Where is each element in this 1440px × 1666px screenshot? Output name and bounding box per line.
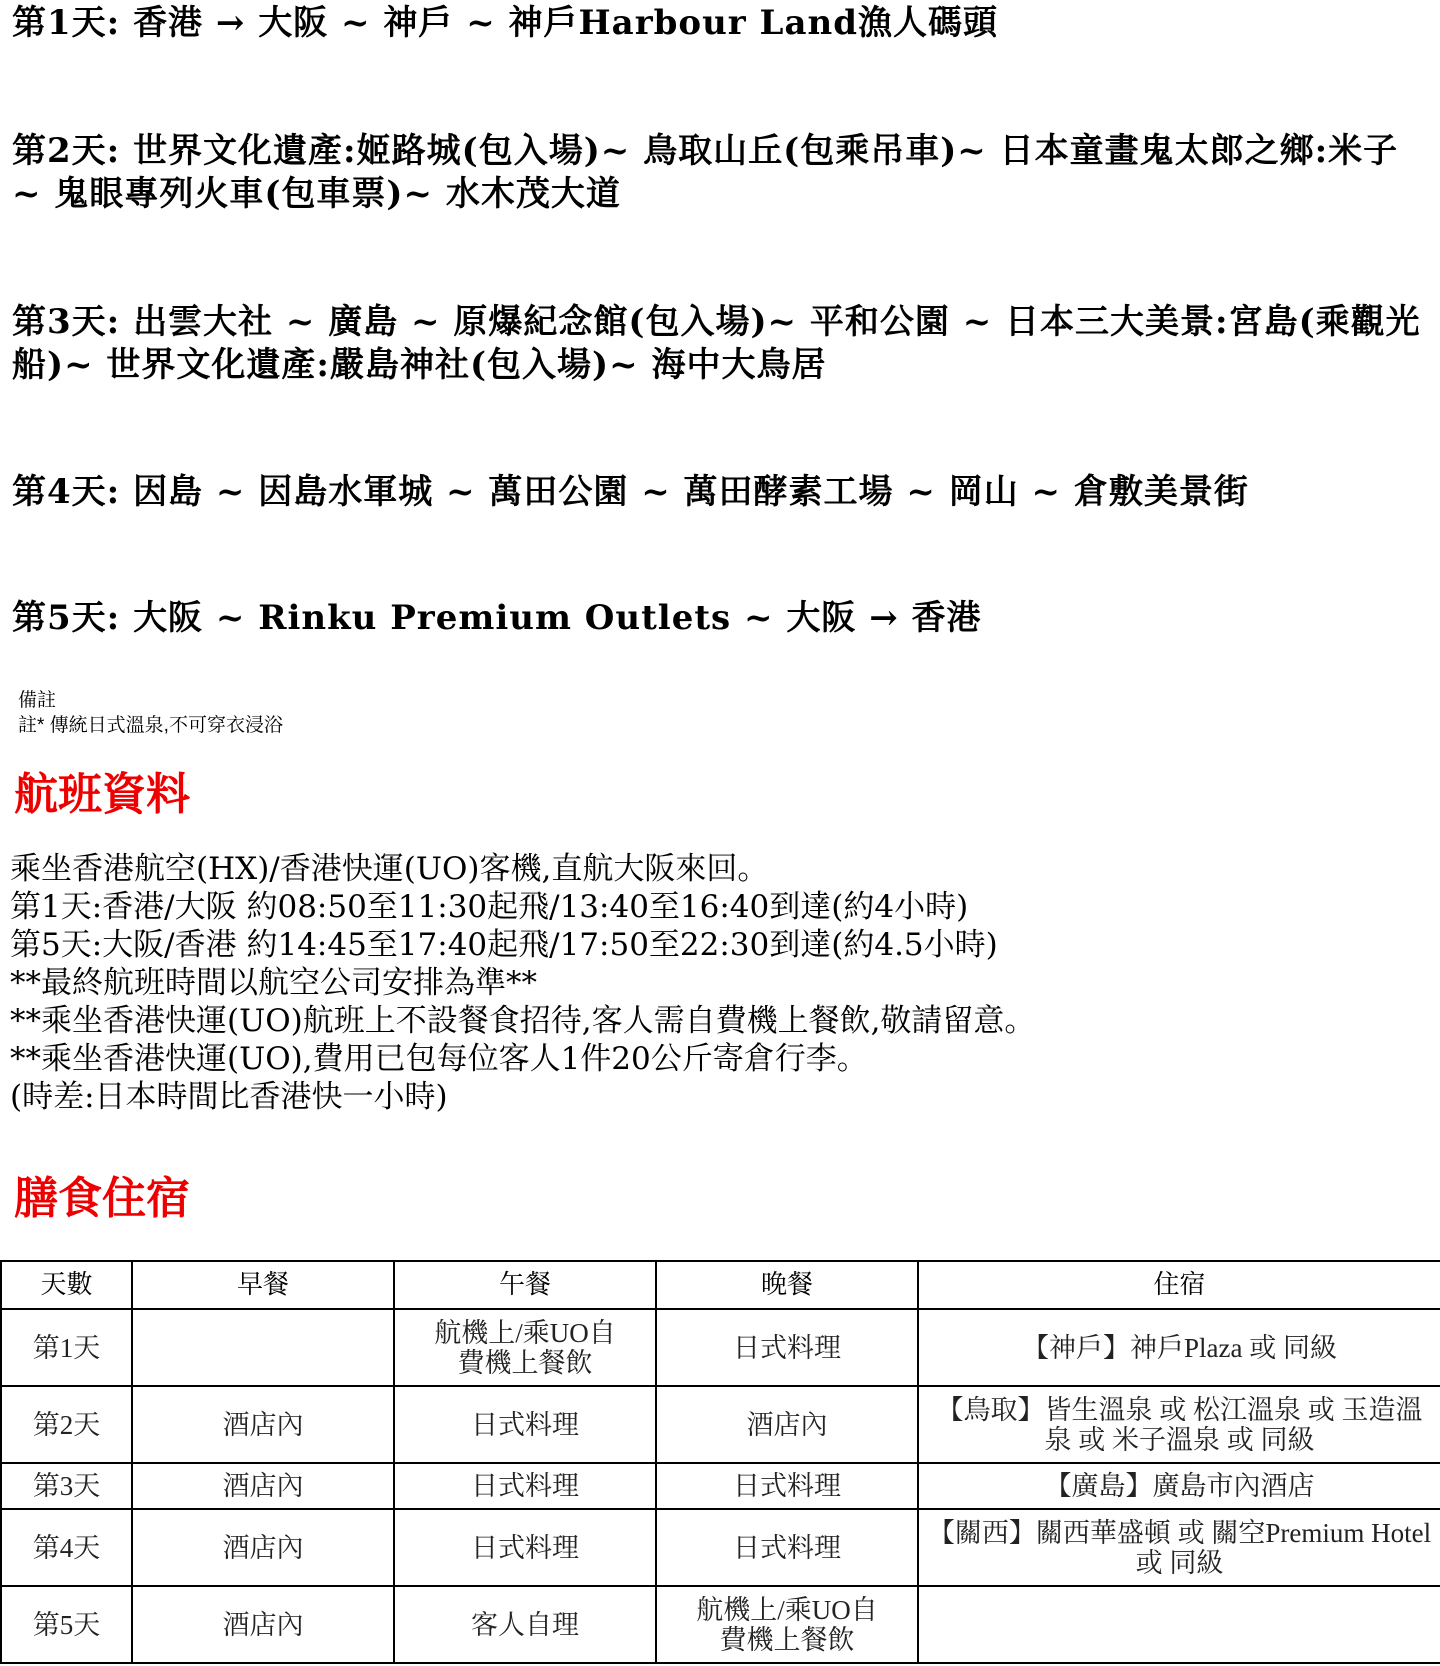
- table-cell: 第3天: [1, 1463, 132, 1509]
- flight-line: 第5天:大阪/香港 約14:45至17:40起飛/17:50至22:30到達(約4.5小時): [10, 927, 998, 963]
- flight-info: [10, 850, 1035, 1116]
- day-label: 第1天:: [12, 3, 121, 43]
- table-row: [1, 1463, 1440, 1509]
- column-header: 早餐: [132, 1261, 394, 1309]
- day-label: 第5天:: [12, 598, 121, 638]
- table-cell: 日式料理: [394, 1386, 656, 1463]
- table-cell: 日式料理: [656, 1309, 918, 1386]
- table-cell: 酒店內: [132, 1386, 394, 1463]
- day-route: 香港 → 大阪 ~ 神戶 ~ 神戶Harbour Land漁人碼頭: [133, 3, 998, 43]
- itinerary-day-4: [12, 471, 1430, 514]
- itinerary-day-1: [12, 2, 1430, 45]
- table-cell: 客人自理: [394, 1586, 656, 1663]
- itinerary-day-2: [12, 130, 1430, 216]
- table-cell: 酒店內: [656, 1386, 918, 1463]
- table-cell: 第5天: [1, 1586, 132, 1663]
- remarks-line: 註* 傳統日式溫泉,不可穿衣浸浴: [18, 715, 283, 736]
- table-cell: 酒店內: [132, 1586, 394, 1663]
- day-label: 第2天:: [12, 131, 121, 171]
- day-label: 第4天:: [12, 472, 121, 512]
- flight-line: (時差:日本時間比香港快一小時): [10, 1079, 448, 1115]
- table-cell: 酒店內: [132, 1509, 394, 1586]
- remarks-heading: 備註: [18, 690, 57, 711]
- flight-section-title: 航班資料: [14, 769, 190, 820]
- column-header: 晚餐: [656, 1261, 918, 1309]
- table-cell: 日式料理: [656, 1509, 918, 1586]
- meals-table: [0, 1260, 1440, 1664]
- table-cell: 第1天: [1, 1309, 132, 1386]
- table-header-row: [1, 1261, 1440, 1309]
- column-header: 午餐: [394, 1261, 656, 1309]
- table-cell: 日式料理: [656, 1463, 918, 1509]
- table-cell: 日式料理: [394, 1463, 656, 1509]
- flight-line: **乘坐香港快運(UO),費用已包每位客人1件20公斤寄倉行李。: [10, 1041, 868, 1077]
- table-cell: 日式料理: [394, 1509, 656, 1586]
- day-route: 出雲大社 ~ 廣島 ~ 原爆紀念館(包入場)~ 平和公園 ~ 日本三大美景:宮島(乘觀光船)~ 世界文化遺產:嚴島神社(包入場)~ 海中大鳥居: [12, 302, 1421, 385]
- flight-line: **最終航班時間以航空公司安排為準**: [10, 965, 537, 1001]
- day-route: 大阪 ~ Rinku Premium Outlets ~ 大阪 → 香港: [133, 598, 982, 638]
- flight-line: 第1天:香港/大阪 約08:50至11:30起飛/13:40至16:40到達(約4小時): [10, 889, 969, 925]
- table-row: [1, 1509, 1440, 1586]
- table-cell: 酒店內: [132, 1463, 394, 1509]
- table-cell: 航機上/乘UO自費機上餐飲: [394, 1309, 656, 1386]
- table-row: [1, 1309, 1440, 1386]
- flight-line: **乘坐香港快運(UO)航班上不設餐食招待,客人需自費機上餐飲,敬請留意。: [10, 1003, 1036, 1039]
- itinerary-day-5: [12, 597, 1430, 640]
- itinerary-day-3: [12, 301, 1430, 387]
- table-cell: 【關西】關西華盛頓 或 關空Premium Hotel 或 同級: [918, 1509, 1440, 1586]
- table-cell: 【神戶】神戶Plaza 或 同級: [918, 1309, 1440, 1386]
- table-cell: [132, 1309, 394, 1386]
- table-cell: 第4天: [1, 1509, 132, 1586]
- column-header: 天數: [1, 1261, 132, 1309]
- table-row: [1, 1386, 1440, 1463]
- day-route: 世界文化遺產:姬路城(包入場)~ 鳥取山丘(包乘吊車)~ 日本童畫鬼太郎之鄉:米子 ~ 鬼眼專列火車(包車票)~ 水木茂大道: [12, 131, 1399, 214]
- column-header: 住宿: [918, 1261, 1440, 1309]
- table-row: [1, 1586, 1440, 1663]
- table-cell: 航機上/乘UO自費機上餐飲: [656, 1586, 918, 1663]
- table-cell: 第2天: [1, 1386, 132, 1463]
- table-cell: [918, 1586, 1440, 1663]
- flight-line: 乘坐香港航空(HX)/香港快運(UO)客機,直航大阪來回。: [10, 851, 769, 887]
- table-cell: 【鳥取】皆生溫泉 或 松江溫泉 或 玉造溫泉 或 米子溫泉 或 同級: [918, 1386, 1440, 1463]
- meals-section-title: 膳食住宿: [14, 1173, 190, 1224]
- day-route: 因島 ~ 因島水軍城 ~ 萬田公園 ~ 萬田酵素工場 ~ 岡山 ~ 倉敷美景街: [133, 472, 1249, 512]
- day-label: 第3天:: [12, 302, 121, 342]
- table-cell: 【廣島】廣島市內酒店: [918, 1463, 1440, 1509]
- remarks: [18, 688, 283, 738]
